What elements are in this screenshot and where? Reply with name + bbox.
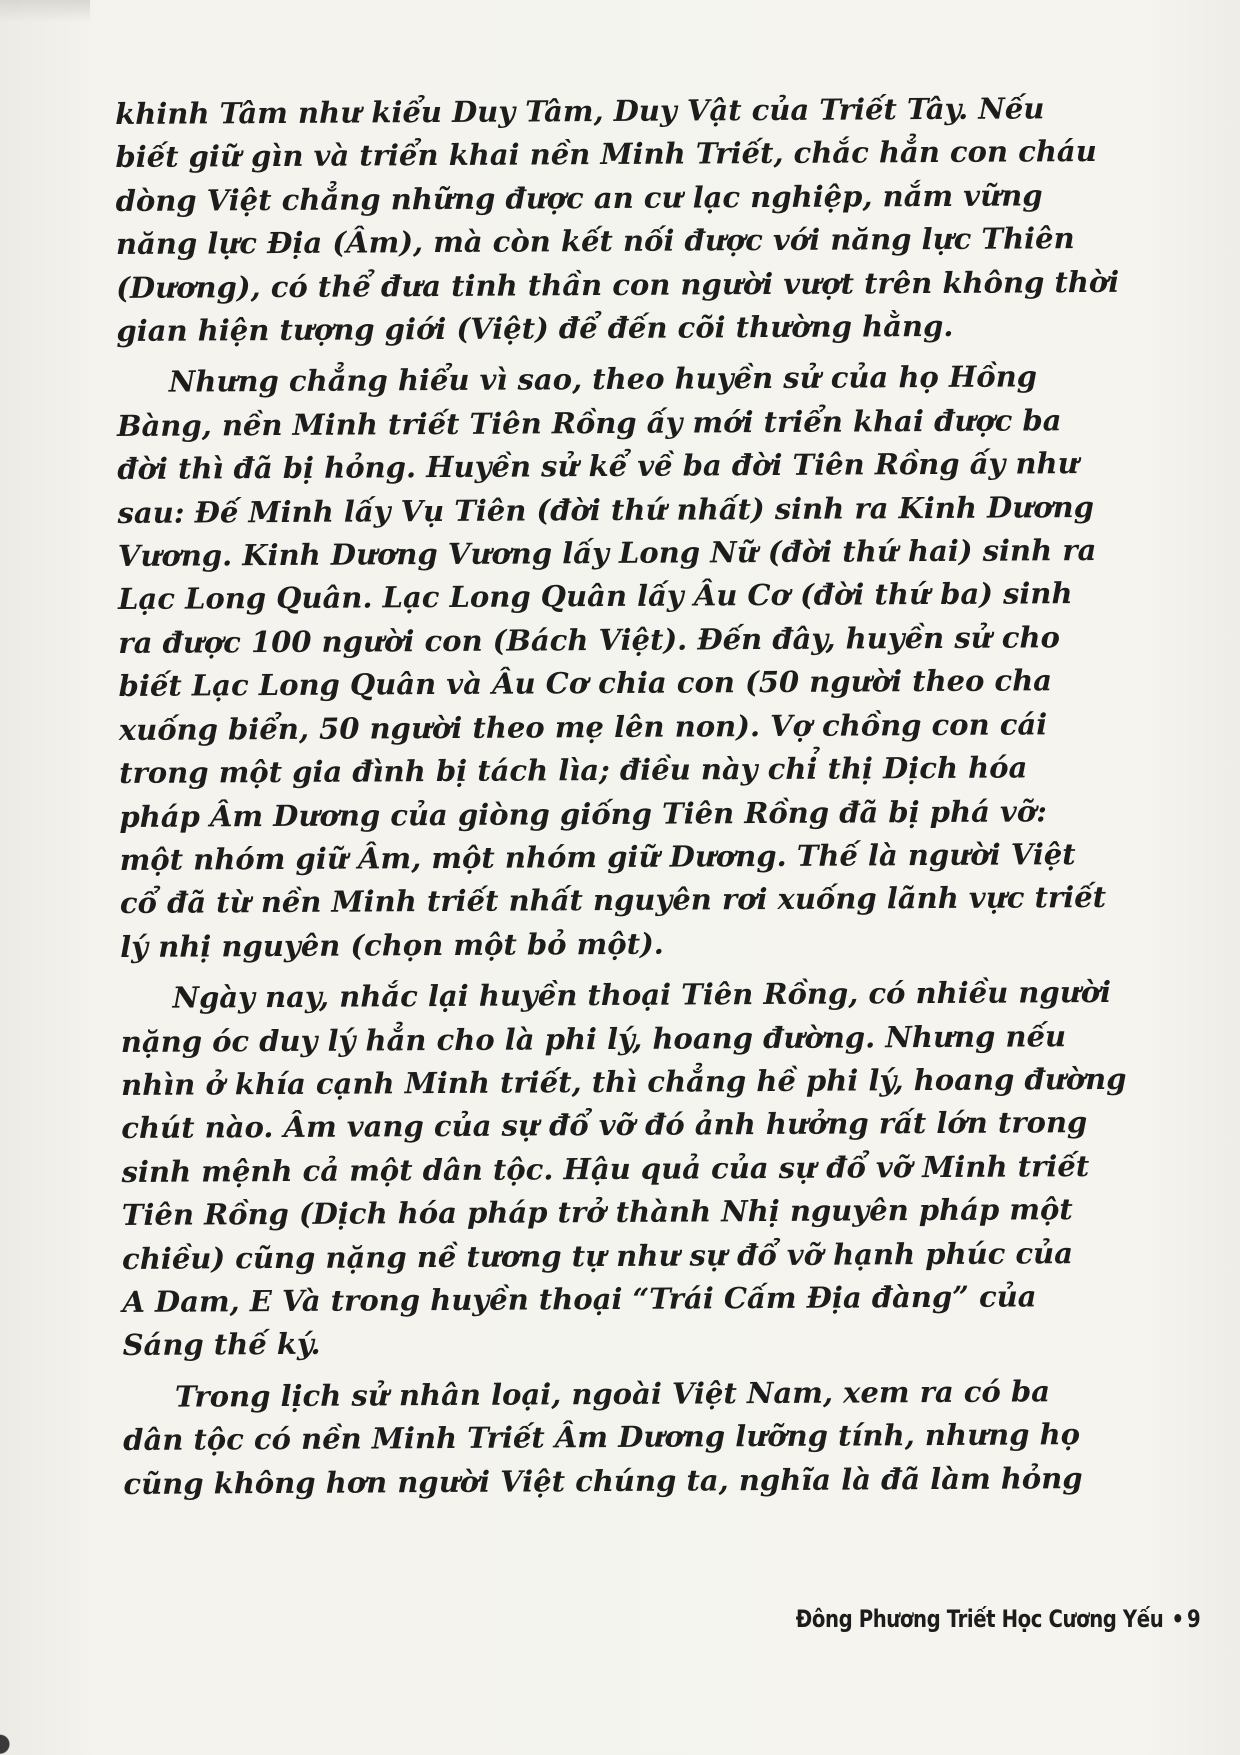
text-line: nhìn ở khía cạnh Minh triết, thì chẳng hề phi lý, hoang đường [120, 1061, 1127, 1102]
text-line: Sáng thế ký. [122, 1327, 321, 1363]
text-line: đời thì đã bị hỏng. Huyền sử kể về ba đời Tiên Rồng ấy như [117, 446, 1079, 487]
page-footer [796, 1605, 1200, 1633]
scan-hole-mark [0, 1728, 18, 1755]
text-line: (Dương), có thể đưa tinh thần con người vượt trên không thời [116, 264, 1120, 305]
text-line: chút nào. Âm vang của sự đổ vỡ đó ảnh hưởng rất lớn trong [121, 1105, 1088, 1146]
text-line: lý nhị nguyên (chọn một bỏ một). [120, 926, 664, 964]
text-line: gian hiện tượng giới (Việt) để đến cõi thường hằng. [116, 308, 954, 349]
text-line: dòng Việt chẳng những được an cư lạc nghiệp, nắm vững [115, 178, 1043, 218]
text-line: sinh mệnh cả một dân tộc. Hậu quả của sự đổ vỡ Minh triết [121, 1148, 1090, 1189]
text-line: sau: Đế Minh lấy Vụ Tiên (đời thứ nhất) sinh ra Kinh Dương [117, 489, 1095, 530]
text-line: Ngày nay, nhắc lại huyền thoại Tiên Rồng, có nhiều người [172, 975, 1112, 1015]
text-line: ra được 100 người con (Bách Việt). Đến đây, huyền sử cho [118, 620, 1060, 660]
text-line: Vương. Kinh Dương Vương lấy Long Nữ (đời thứ hai) sinh ra [117, 533, 1097, 574]
text-line: pháp Âm Dương của giòng giống Tiên Rồng đã bị phá vỡ: [119, 793, 1048, 834]
text-line: biết giữ gìn và triển khai nền Minh Triết, chắc hẳn con cháu [115, 134, 1097, 175]
text-line: cổ đã từ nền Minh triết nhất nguyên rơi xuống lãnh vực triết [119, 880, 1107, 921]
text-line: khinh Tâm như kiểu Duy Tâm, Duy Vật của Triết Tây. Nếu [115, 91, 1045, 131]
text-line: dân tộc có nền Minh Triết Âm Dương lưỡng tính, nhưng họ [123, 1417, 1081, 1458]
text-line: cũng không hơn người Việt chúng ta, nghĩa là đã làm hỏng [123, 1460, 1083, 1501]
footer-separator: • [1171, 1605, 1184, 1633]
paragraph-3 [120, 971, 1182, 1368]
text-line: Bàng, nền Minh triết Tiên Rồng ấy mới triển khai được ba [116, 403, 1062, 443]
page-body-text [115, 87, 1184, 1506]
text-line: Trong lịch sử nhân loại, ngoài Việt Nam, xem ra có ba [174, 1374, 1051, 1414]
scan-shadow-top [0, 0, 90, 22]
text-line: xuống biển, 50 người theo mẹ lên non). Vợ chồng con cái [118, 707, 1048, 747]
paragraph-2 [117, 355, 1181, 969]
paragraph-4 [123, 1369, 1184, 1506]
text-line: Nhưng chẳng hiểu vì sao, theo huyền sử của họ Hồng [168, 359, 1038, 400]
text-line: Tiên Rồng (Dịch hóa pháp trở thành Nhị nguyên pháp một [121, 1192, 1073, 1233]
text-line: nặng óc duy lý hẳn cho là phi lý, hoang đường. Nhưng nếu [120, 1018, 1067, 1059]
running-title: Đông Phương Triết Học Cương Yếu [795, 1605, 1164, 1633]
text-line: A Dam, E Và trong huyền thoại “Trái Cấm Địa đàng” của [122, 1279, 1037, 1319]
text-line: chiều) cũng nặng nề tương tự như sự đổ vỡ hạnh phúc của [122, 1235, 1074, 1276]
text-line: năng lực Địa (Âm), mà còn kết nối được với năng lực Thiên [115, 221, 1075, 262]
text-line: một nhóm giữ Âm, một nhóm giữ Dương. Thế là người Việt [119, 837, 1076, 877]
text-line: Lạc Long Quân. Lạc Long Quân lấy Âu Cơ (đời thứ ba) sinh [117, 576, 1073, 617]
text-line: biết Lạc Long Quân và Âu Cơ chia con (50 người theo cha [118, 663, 1053, 704]
paragraph-1 [115, 87, 1177, 354]
page-number: 9 [1186, 1605, 1200, 1633]
text-line: trong một gia đình bị tách lìa; điều này chỉ thị Dịch hóa [119, 750, 1028, 791]
